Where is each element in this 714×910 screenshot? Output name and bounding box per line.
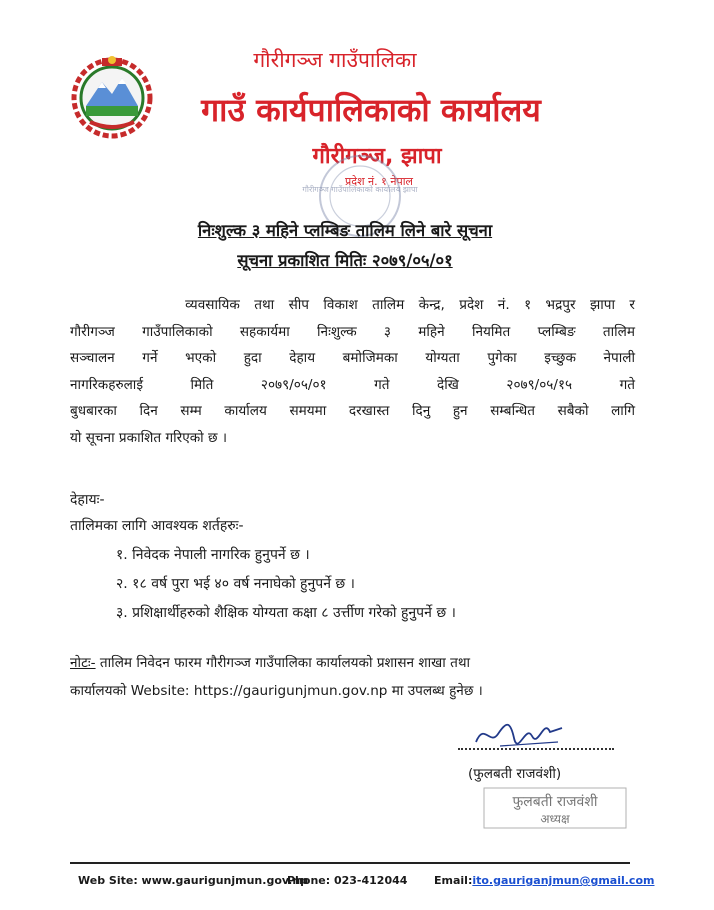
body-line: यो सूचना प्रकाशित गरिएको छ । bbox=[70, 429, 227, 446]
note-text: तालिम निवेदन फारम गौरीगञ्ज गाउँपालिका कार्यालयको प्रशासन शाखा तथा bbox=[99, 655, 471, 671]
note-line-2: कार्यालयको Website: https://gaurigunjmun.gov.np मा उपलब्ध हुनेछ । bbox=[70, 683, 483, 699]
body-line: व्यवसायिक तथा सीप विकाश तालिम केन्द्र, प्रदेश नं. १ भद्रपुर झापा र bbox=[70, 297, 635, 313]
stamp-title: अध्यक्ष bbox=[540, 812, 570, 826]
condition-item: ३. प्रशिक्षार्थीहरुको शैक्षिक योग्यता कक्षा ८ उर्त्तीण गरेको हुनुपर्ने छ । bbox=[116, 605, 456, 621]
office-location: गौरीगञ्ज, झापा bbox=[312, 144, 442, 169]
note-line-1 bbox=[70, 652, 470, 671]
body-line: गौरीगञ्ज गाउँपालिकाको सहकार्यमा निःशुल्क ३ महिने नियमित प्लम्बिङ तालिम bbox=[70, 323, 635, 340]
signatory-name: (फुलबती राजवंशी) bbox=[468, 766, 562, 782]
body-line: बुधबारका दिन सम्म कार्यालय समयमा दरखास्त दिनु हुन सम्बन्धित सबैको लागि bbox=[70, 403, 635, 419]
stamp-name: फुलबती राजवंशी bbox=[512, 794, 598, 810]
body-line: सञ्चालन गर्ने भएको हुदा देहाय बमोजिमका योग्यता पुगेका इच्छुक नेपाली bbox=[70, 350, 635, 366]
footer-email-label: Email: bbox=[434, 874, 473, 887]
notice-body bbox=[70, 292, 635, 451]
chairperson-stamp-icon bbox=[482, 786, 628, 830]
notice-subject: निःशुल्क ३ महिने प्लम्बिङ तालिम लिने बारे सूचना bbox=[197, 221, 493, 240]
note-label: नोटः- bbox=[70, 655, 96, 671]
conditions-label: देहायः- bbox=[70, 492, 105, 508]
seal-text: गौरीगञ्ज गाउँपालिकाको कार्यालय झापा bbox=[302, 185, 418, 194]
condition-item: १. निवेदक नेपाली नागरिक हुनुपर्ने छ । bbox=[116, 547, 310, 563]
body-line: नागरिकहरुलाई मिति २०७९/०५/०१ गते देखि २०७९/०५/१५ गते bbox=[70, 376, 635, 393]
footer-phone: Phone: 023-412044 bbox=[287, 874, 408, 887]
footer-email bbox=[434, 874, 654, 887]
conditions-heading: तालिमका लागि आवश्यक शर्तहरुः- bbox=[70, 518, 244, 534]
publication-date: सूचना प्रकाशित मितिः २०७९/०५/०१ bbox=[237, 251, 453, 270]
signature-line bbox=[458, 748, 614, 750]
office-title: गाउँ कार्यपालिकाको कार्यालय bbox=[201, 91, 541, 129]
footer-email-link[interactable]: ito.gauriganjmun@gmail.com bbox=[472, 874, 655, 887]
municipality-name: गौरीगञ्ज गाउँपालिका bbox=[253, 48, 417, 72]
footer-website: Web Site: www.gaurigunjmun.gov.np bbox=[78, 874, 309, 887]
province-label: प्रदेश नं. १ नेपाल bbox=[344, 175, 414, 188]
condition-item: २. १८ वर्ष पुरा भई ४० वर्ष ननाघेको हुनुपर्ने छ । bbox=[116, 576, 355, 592]
footer-divider bbox=[70, 862, 630, 864]
